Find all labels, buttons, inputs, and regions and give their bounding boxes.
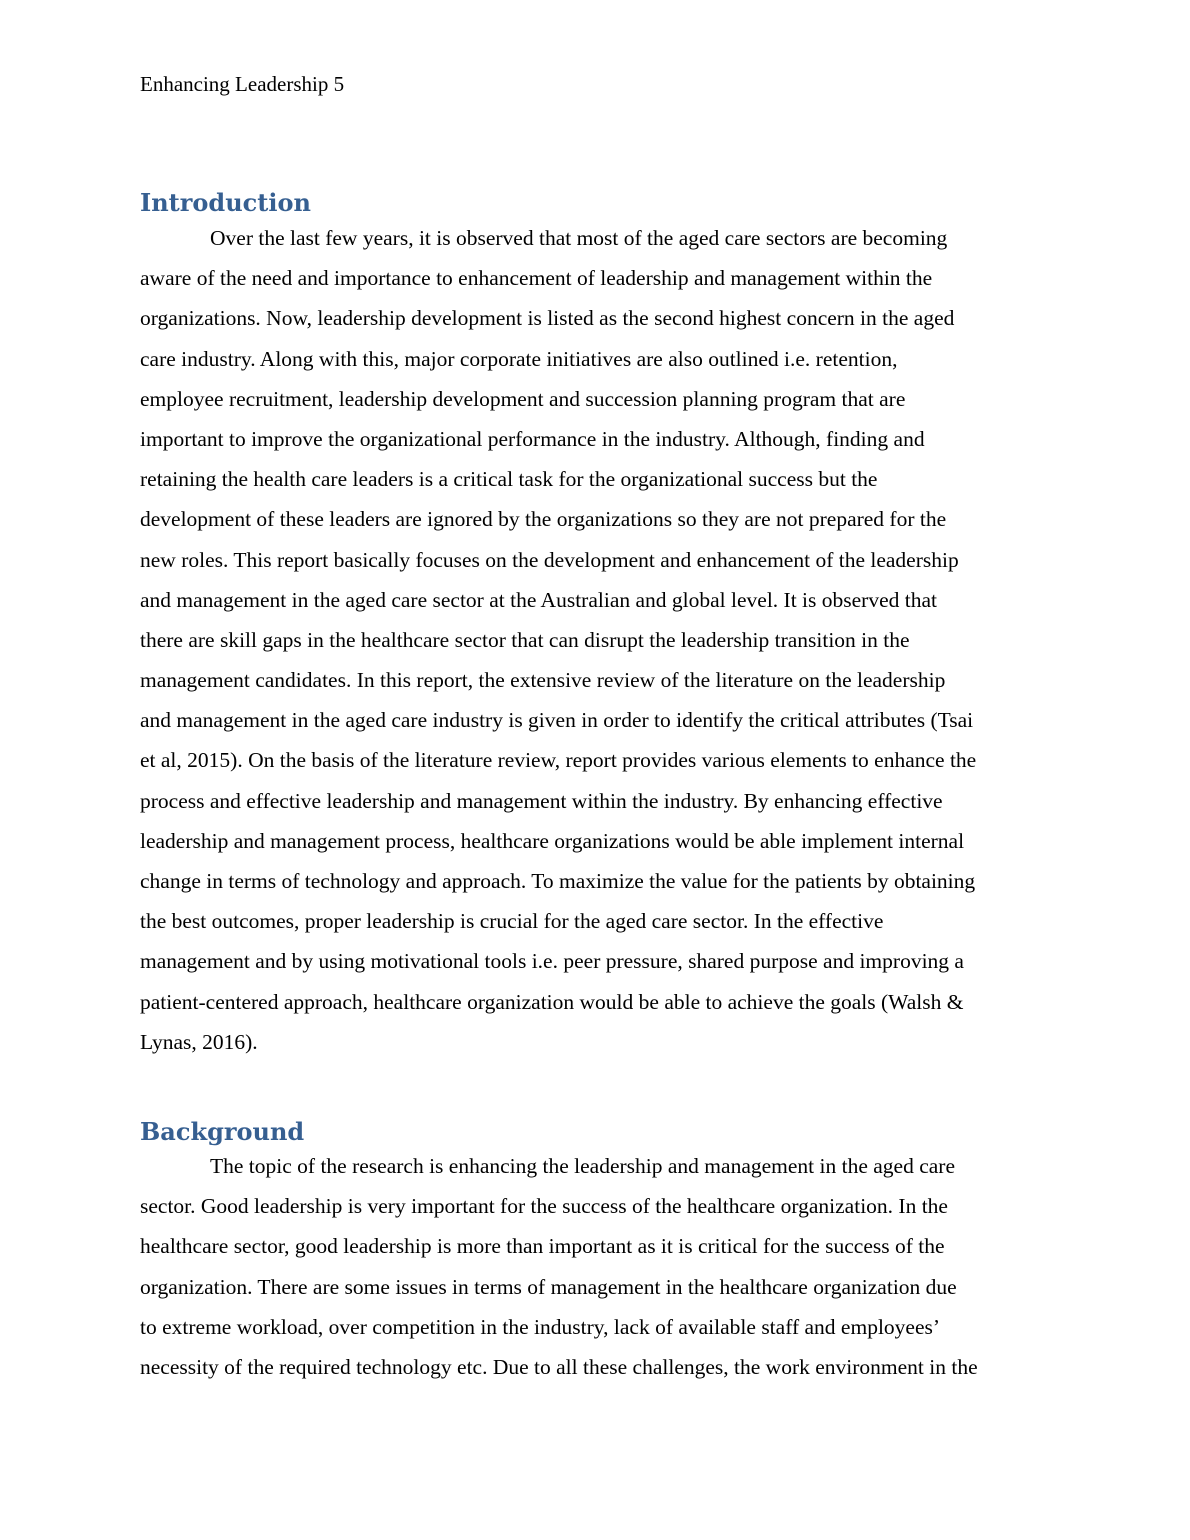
- paragraph-line: patient-centered approach, healthcare organization would be able to achieve the goals (Walsh &: [140, 989, 964, 1014]
- paragraph-line: the best outcomes, proper leadership is crucial for the aged care sector. In the effective: [140, 909, 884, 934]
- background-heading: Background: [140, 1117, 305, 1146]
- running-head: Enhancing Leadership 5: [140, 72, 345, 96]
- paragraph-line: organization. There are some issues in terms of management in the healthcare organization due: [140, 1274, 957, 1299]
- paragraph-line: process and effective leadership and management within the industry. By enhancing effective: [140, 788, 943, 813]
- paragraph-line: management candidates. In this report, the extensive review of the literature on the leadership: [140, 668, 946, 693]
- paragraph-line: organizations. Now, leadership development is listed as the second highest concern in the aged: [140, 306, 955, 331]
- paragraph-line: important to improve the organizational performance in the industry. Although, finding and: [140, 426, 925, 451]
- paragraph-line: employee recruitment, leadership development and succession planning program that are: [140, 386, 906, 411]
- paragraph-line: and management in the aged care industry is given in order to identify the critical attributes (Tsai: [140, 708, 974, 733]
- paragraph-line: change in terms of technology and approach. To maximize the value for the patients by obtaining: [140, 869, 976, 893]
- introduction-paragraph: [140, 218, 1060, 1062]
- paragraph-line: necessity of the required technology etc. Due to all these challenges, the work environment in the: [140, 1354, 978, 1379]
- paragraph-line: aware of the need and importance to enhancement of leadership and management within the: [140, 266, 933, 291]
- paragraph-line: management and by using motivational tools i.e. peer pressure, shared purpose and improving a: [140, 949, 964, 974]
- paragraph-line: leadership and management process, healthcare organizations would be able implement internal: [140, 828, 965, 853]
- introduction-heading: Introduction: [140, 188, 311, 217]
- paragraph-line: Lynas, 2016).: [140, 1029, 258, 1054]
- paragraph-line: to extreme workload, over competition in the industry, lack of available staff and employees’: [140, 1314, 941, 1339]
- paragraph-line: retaining the health care leaders is a critical task for the organizational success but the: [140, 467, 878, 492]
- paragraph-line: and management in the aged care sector at the Australian and global level. It is observed that: [140, 587, 938, 612]
- paragraph-line: development of these leaders are ignored by the organizations so they are not prepared for the: [140, 507, 947, 532]
- background-paragraph: [140, 1146, 1060, 1387]
- paragraph-line: Over the last few years, it is observed that most of the aged care sectors are becoming: [210, 226, 948, 250]
- paragraph-line: sector. Good leadership is very important for the success of the healthcare organization. In the: [140, 1194, 948, 1219]
- paragraph-line: there are skill gaps in the healthcare sector that can disrupt the leadership transition in the: [140, 627, 910, 652]
- paragraph-line: et al, 2015). On the basis of the literature review, report provides various elements to enhance the: [140, 748, 977, 773]
- paragraph-line: new roles. This report basically focuses on the development and enhancement of the leadership: [140, 547, 959, 572]
- paragraph-line: healthcare sector, good leadership is more than important as it is critical for the success of the: [140, 1234, 945, 1259]
- paragraph-line: The topic of the research is enhancing the leadership and management in the aged care: [210, 1154, 956, 1178]
- paragraph-line: care industry. Along with this, major corporate initiatives are also outlined i.e. retention,: [140, 346, 898, 371]
